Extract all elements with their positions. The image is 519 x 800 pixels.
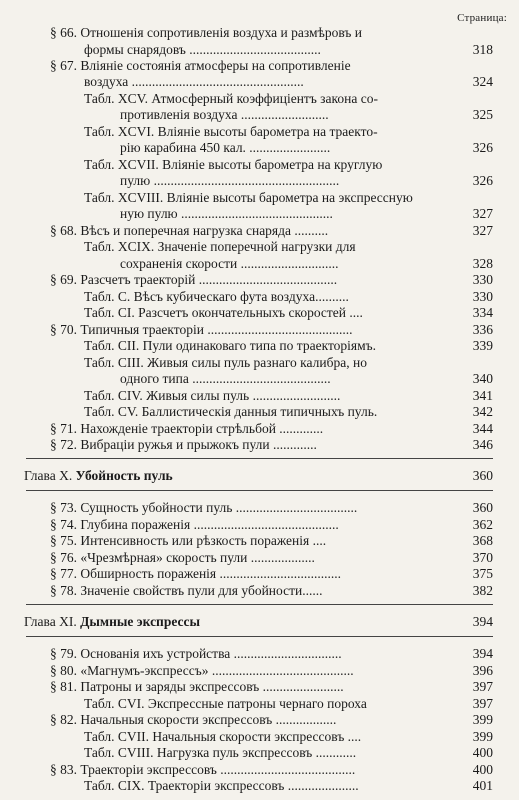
- toc-line: [0, 532, 519, 549]
- toc-line: [0, 565, 519, 582]
- toc-entry-text: § 66. Отношенія сопротивленія воздуха и размѣровъ и: [50, 25, 362, 40]
- toc-page-number: 400: [472, 762, 493, 777]
- toc-page-number: 396: [472, 663, 493, 678]
- toc-entry-text: Глава XI. Дымные экспрессы: [24, 614, 201, 629]
- toc-line: [0, 761, 519, 778]
- toc-line: [0, 645, 519, 662]
- toc-page-number: 327: [472, 223, 493, 238]
- toc-entry-text: Табл. CIX. Траекторіи экспрессовъ .....................: [84, 778, 359, 793]
- toc-line: [0, 516, 519, 533]
- toc-line: [0, 436, 519, 453]
- toc-line: [0, 172, 519, 189]
- chapter-divider: [26, 604, 493, 605]
- toc-entry-text: формы снарядовъ .......................................: [84, 42, 321, 57]
- toc-page-number: 394: [472, 614, 493, 629]
- toc-page-number: 360: [472, 468, 493, 483]
- toc-line: [0, 467, 519, 484]
- toc-page-number: 324: [472, 74, 493, 89]
- toc-entry-text: § 68. Вѣсъ и поперечная нагрузка снаряда ..........: [50, 223, 329, 238]
- toc-line: [0, 123, 519, 140]
- toc-line: [0, 90, 519, 107]
- toc-page-number: 382: [472, 583, 493, 598]
- page-column-header: Страница:: [457, 12, 507, 24]
- toc-entry-text: § 72. Вибраціи ружья и прыжокъ пули .............: [50, 437, 317, 452]
- toc-entry-text: Табл. CII. Пули одинаковаго типа по траекторіямъ.: [84, 338, 377, 353]
- toc-entry-text: Табл. XCIX. Значеніе поперечной нагрузки для: [84, 239, 356, 254]
- toc-page-number: 340: [472, 371, 493, 386]
- toc-entry-text: § 83. Траекторіи экспрессовъ ........................................: [50, 762, 356, 777]
- toc-line: [0, 189, 519, 206]
- toc-line: [0, 711, 519, 728]
- toc-page-number: 400: [472, 745, 493, 760]
- toc-entry-text: Табл. XCVII. Вліяніе высоты барометра на круглую: [84, 157, 383, 172]
- toc-page-number: 342: [472, 404, 493, 419]
- toc-page-number: 334: [472, 305, 493, 320]
- toc-entry-text: § 81. Патроны и заряды экспрессовъ ........................: [50, 679, 344, 694]
- toc-page-number: 397: [472, 679, 493, 694]
- toc-page-number: 326: [472, 173, 493, 188]
- toc-entry-text: противленія воздуха ..........................: [120, 107, 329, 122]
- toc-page-number: 394: [472, 646, 493, 661]
- toc-line: [0, 678, 519, 695]
- toc-entry-text: Табл. XCVI. Вліяніе высоты барометра на траекто-: [84, 124, 378, 139]
- toc-line: [0, 728, 519, 745]
- toc-entry-text: § 77. Обширность пораженія ....................................: [50, 566, 342, 581]
- toc-entry-text: Табл. CVIII. Нагрузка пуль экспрессовъ ............: [84, 745, 357, 760]
- toc-line: [0, 41, 519, 58]
- toc-entry-text: § 69. Разсчетъ траекторій .........................................: [50, 272, 338, 287]
- toc-entry-text: § 73. Сущность убойности пуль ....................................: [50, 500, 358, 515]
- toc-line: [0, 238, 519, 255]
- toc-entry-text: Табл. CIII. Живыя силы пуль разнаго калибра, но: [84, 355, 367, 370]
- toc-page-number: 362: [472, 517, 493, 532]
- toc-line: [0, 695, 519, 712]
- toc-line: [0, 777, 519, 794]
- chapter-divider: [26, 490, 493, 491]
- toc-entry-text: Табл. C. Вѣсъ кубическаго фута воздуха..........: [84, 289, 349, 304]
- toc-line: [0, 387, 519, 404]
- toc-entry-text: Табл. CVI. Экспрессные патроны чернаго пороха: [84, 696, 367, 711]
- toc-entry-text: рію карабина 450 кал. ........................: [120, 140, 331, 155]
- toc-page-number: 399: [472, 712, 493, 727]
- toc-line: [0, 420, 519, 437]
- toc-page-number: 326: [472, 140, 493, 155]
- toc-entry-text: § 76. «Чрезмѣрная» скорость пули ...................: [50, 550, 315, 565]
- toc-line: [0, 662, 519, 679]
- toc-entry-text: пулю .......................................................: [120, 173, 340, 188]
- toc-line: [0, 582, 519, 599]
- toc-line: [0, 222, 519, 239]
- toc-line: [0, 370, 519, 387]
- toc-entry-text: § 78. Значеніе свойствъ пули для убойности......: [50, 583, 323, 598]
- chapter-divider: [26, 636, 493, 637]
- toc-page-number: 401: [472, 778, 493, 793]
- toc-page-number: 368: [472, 533, 493, 548]
- toc-entry-text: Глава X. Убойность пуль: [24, 468, 173, 483]
- toc-entry-text: сохраненія скорости .............................: [120, 256, 339, 271]
- toc-page-number: 325: [472, 107, 493, 122]
- toc-page-number: 336: [472, 322, 493, 337]
- toc-page-number: 370: [472, 550, 493, 565]
- chapter-divider: [26, 458, 493, 459]
- toc-page-number: 330: [472, 272, 493, 287]
- toc-line: [0, 744, 519, 761]
- toc-line: [0, 549, 519, 566]
- toc-line: [0, 613, 519, 630]
- chapter-title: Дымные экспрессы: [80, 614, 201, 629]
- toc-page-number: 346: [472, 437, 493, 452]
- toc-line: [0, 271, 519, 288]
- toc-page-number: 327: [472, 206, 493, 221]
- toc-line: [0, 24, 519, 41]
- toc-entry-text: § 67. Вліяніе состоянія атмосферы на сопротивленіе: [50, 58, 351, 73]
- toc-entry-text: § 74. Глубина пораженія ...........................................: [50, 517, 339, 532]
- toc-page-number: 375: [472, 566, 493, 581]
- toc-page-number: 344: [472, 421, 493, 436]
- toc-entry-text: воздуха ...................................................: [84, 74, 304, 89]
- toc-entry-text: одного типа .........................................: [120, 371, 331, 386]
- toc-page-number: 360: [472, 500, 493, 515]
- toc-line: [0, 255, 519, 272]
- toc-line: [0, 403, 519, 420]
- toc-line: [0, 354, 519, 371]
- toc-line: [0, 57, 519, 74]
- toc-entry-text: Табл. CIV. Живыя силы пуль ..........................: [84, 388, 341, 403]
- toc-entry-text: § 75. Интенсивность или рѣзкость пораженія ....: [50, 533, 327, 548]
- toc-line: [0, 304, 519, 321]
- toc-page-number: 339: [472, 338, 493, 353]
- toc-entry-text: § 79. Основанія ихъ устройства ................................: [50, 646, 342, 661]
- toc-line: [0, 288, 519, 305]
- toc-line: [0, 205, 519, 222]
- toc-entry-text: § 70. Типичныя траекторіи ...........................................: [50, 322, 353, 337]
- toc-line: [0, 156, 519, 173]
- toc-page-number: 328: [472, 256, 493, 271]
- toc-entry-text: § 71. Нахожденіе траекторіи стрѣльбой .............: [50, 421, 324, 436]
- toc-entry-text: Табл. CI. Разсчетъ окончательныхъ скоростей ....: [84, 305, 363, 320]
- toc-line: [0, 337, 519, 354]
- chapter-title: Убойность пуль: [75, 468, 173, 483]
- toc-entry-text: Табл. CVII. Начальныя скорости экспрессовъ ....: [84, 729, 362, 744]
- toc-page-number: 399: [472, 729, 493, 744]
- toc-entry-text: § 82. Начальныя скорости экспрессовъ ..................: [50, 712, 337, 727]
- toc-entry-text: ную пулю .............................................: [120, 206, 333, 221]
- toc-page-number: 330: [472, 289, 493, 304]
- toc-page-number: 341: [472, 388, 493, 403]
- toc-page-number: 318: [472, 42, 493, 57]
- toc-entry-text: Табл. XCV. Атмосферный коэффиціентъ закона со-: [84, 91, 378, 106]
- toc-entry-text: Табл. XCVIII. Вліяніе высоты барометра на экспрессную: [84, 190, 413, 205]
- toc-line: [0, 73, 519, 90]
- toc-entry-text: Табл. CV. Баллистическія данныя типичныхъ пуль.: [84, 404, 378, 419]
- toc-page-number: 397: [472, 696, 493, 711]
- toc-line: [0, 499, 519, 516]
- toc-line: [0, 106, 519, 123]
- toc-line: [0, 321, 519, 338]
- toc-line: [0, 139, 519, 156]
- toc-entry-text: § 80. «Магнумъ-экспрессъ» ..........................................: [50, 663, 354, 678]
